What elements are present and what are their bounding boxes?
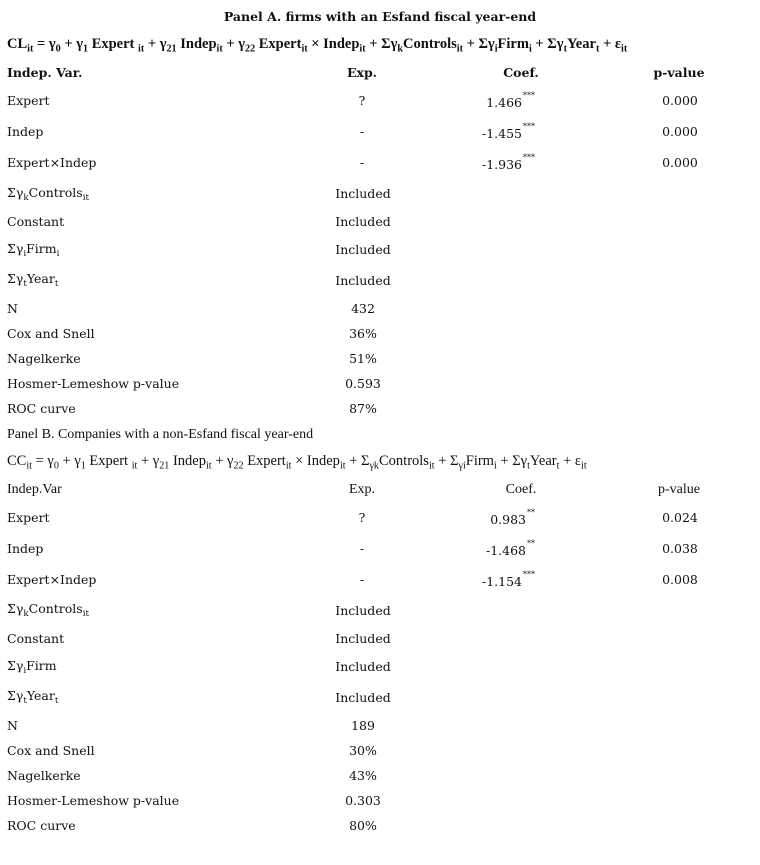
control-value: Included: [335, 185, 391, 201]
stat-value: 36%: [349, 325, 377, 341]
panel-b-title: Panel B. Companies with a non-Esfand fiscal year-end: [7, 427, 314, 442]
stat-value: 51%: [349, 350, 377, 366]
control-value: Included: [335, 630, 391, 646]
panel-b-header-var: Indep.Var: [7, 482, 62, 497]
table-row-coef: -1.936***: [481, 152, 535, 172]
stat-label: Cox and Snell: [7, 742, 95, 758]
stat-label: Nagelkerke: [7, 767, 81, 783]
control-label: $\Sigma\gamma_tYear_t$: [7, 687, 59, 706]
table-row-pvalue: 0.008: [662, 571, 698, 587]
table-row-exp: -: [359, 540, 365, 556]
stat-label: Cox and Snell: [7, 325, 95, 341]
table-row-label: Expert: [7, 509, 50, 525]
stat-label: N: [7, 300, 18, 316]
stat-label: Hosmer-Lemeshow p-value: [7, 792, 180, 808]
table-row-exp: ?: [358, 92, 366, 108]
panel-a-equation: $CL_{it} = \gamma_0 + \gamma_1$ Expert $_{it} + \gamma_{21}$ Indep$_{it}$ + $\gamma_{22}$ Expert$_{it}$ × Indep$_{it}$ + $\Sigma\gamma_kControls_{it}$ + $\Sigma\gamma_iFirm_i$ + $\Sigma\gamma_tYear_t + \varepsilon_{it}$: [7, 35, 628, 55]
table-row-label: Expert×Indep: [7, 571, 97, 587]
table-row-pvalue: 0.000: [662, 123, 698, 139]
stat-label: ROC curve: [7, 817, 76, 833]
table-row-coef: -1.154***: [481, 569, 535, 589]
stat-label: N: [7, 717, 18, 733]
panel-b-header-exp: Exp.: [348, 482, 376, 497]
panel-b-equation: $CC_{it} = \gamma_0 + \gamma_1$ Expert $_{it} + \gamma_{21}$ Indep$_{it}$ + $\gamma_{22}$ Expert$_{it}$ × Indep$_{it}$ + $\Sigma_{\gamma k}Controls_{it}$ + $\Sigma_{\gamma i}Firm_i$ + $\Sigma\gamma_tYear_t + \varepsilon_{it}$: [7, 452, 587, 472]
table-row-coef: -1.455***: [481, 121, 535, 141]
table-row-label: Indep: [7, 123, 44, 139]
control-label: Constant: [7, 630, 65, 646]
control-label: $\Sigma\gamma_tYear_t$: [7, 270, 59, 289]
table-row-pvalue: 0.000: [662, 154, 698, 170]
stat-value: 432: [351, 300, 375, 316]
table-row-coef: 0.983**: [490, 507, 535, 527]
control-label: Constant: [7, 213, 65, 229]
stat-label: Nagelkerke: [7, 350, 81, 366]
control-label: $\Sigma\gamma_iFirm_i$: [7, 240, 60, 259]
panel-a-title: Panel A. firms with an Esfand fiscal year-end: [223, 8, 537, 24]
stat-value: 80%: [349, 817, 377, 833]
stat-value: 189: [351, 717, 375, 733]
table-row-label: Expert: [7, 92, 50, 108]
stat-label: ROC curve: [7, 400, 76, 416]
control-value: Included: [335, 272, 391, 288]
table-row-exp: ?: [358, 509, 366, 525]
stat-value: 30%: [349, 742, 377, 758]
panel-a-header-exp: Exp.: [346, 64, 378, 80]
table-row-pvalue: 0.038: [662, 540, 698, 556]
panel-a-header-var: Indep. Var.: [7, 64, 83, 80]
panel-a-header-pvalue: p-value: [653, 64, 705, 80]
stat-value: 43%: [349, 767, 377, 783]
table-row-pvalue: 0.000: [662, 92, 698, 108]
control-value: Included: [335, 602, 391, 618]
table-row-pvalue: 0.024: [662, 509, 698, 525]
table-row-label: Expert×Indep: [7, 154, 97, 170]
control-value: Included: [335, 658, 391, 674]
control-value: Included: [335, 689, 391, 705]
control-label: $\Sigma\gamma_kControls_{it}$: [7, 600, 90, 619]
table-row-coef: 1.466***: [486, 90, 535, 110]
stat-value: 0.593: [345, 375, 381, 391]
control-value: Included: [335, 213, 391, 229]
stat-value: 0.303: [345, 792, 381, 808]
stat-value: 87%: [349, 400, 377, 416]
panel-a-header-coef: Coef.: [503, 64, 539, 80]
control-value: Included: [335, 241, 391, 257]
control-label: $\Sigma\gamma_iFirm$: [7, 657, 57, 676]
panel-b-header-coef: Coef.: [505, 482, 537, 497]
control-label: $\Sigma\gamma_kControls_{it}$: [7, 184, 90, 203]
table-row-coef: -1.468**: [485, 538, 535, 558]
stat-label: Hosmer-Lemeshow p-value: [7, 375, 180, 391]
table-row-exp: -: [359, 571, 365, 587]
table-row-exp: -: [359, 154, 365, 170]
table-row-label: Indep: [7, 540, 44, 556]
panel-b-header-pvalue: p-value: [658, 482, 700, 497]
table-row-exp: -: [359, 123, 365, 139]
